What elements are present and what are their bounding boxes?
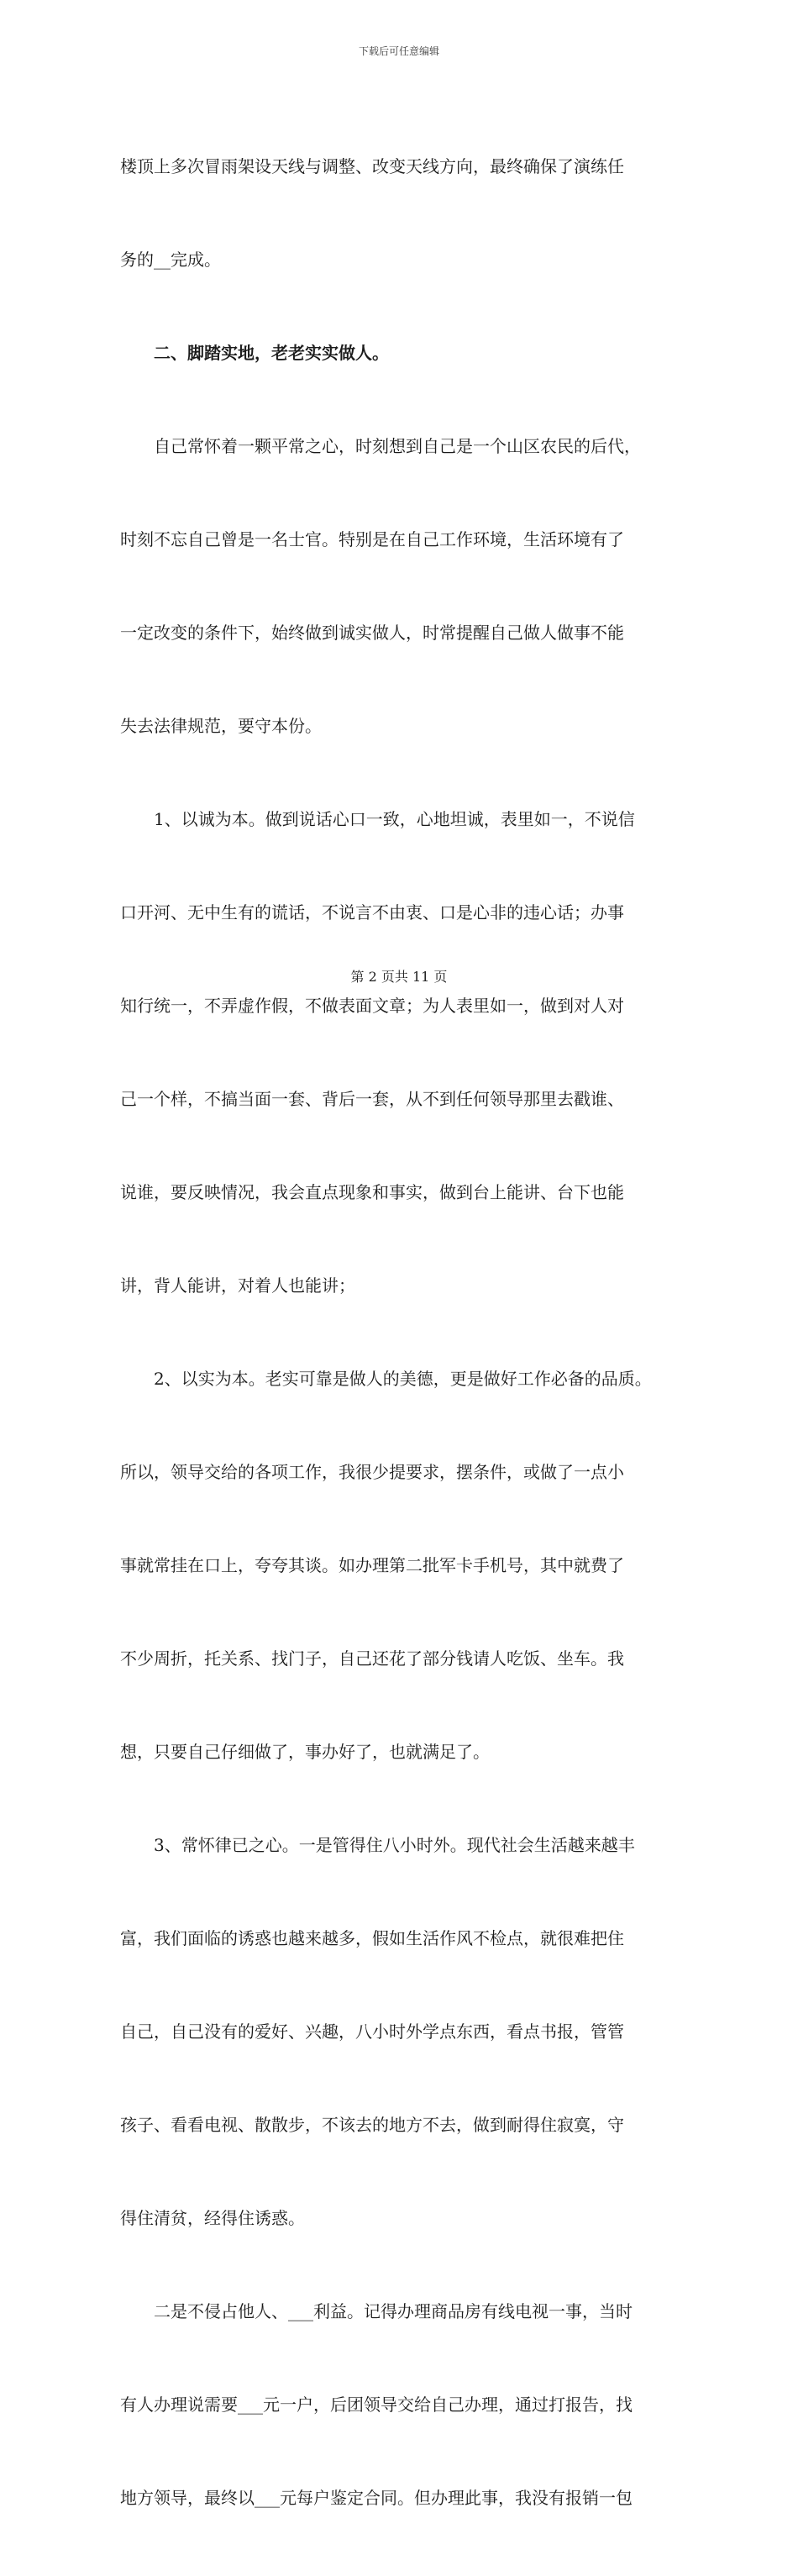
text-line: 己一个样，不搞当面一套、背后一套，从不到任何领导那里去戳谁、	[120, 1089, 624, 1109]
text-line: 孩子、看看电视、散散步，不该去的地方不去，做到耐得住寂寞，守	[120, 2115, 624, 2135]
text-line: 知行统一，不弄虚作假，不做表面文章；为人表里如一，做到对人对	[120, 996, 624, 1016]
text-line: 地方领导，最终以___元每户鉴定合同。但办理此事，我没有报销一包	[120, 2488, 633, 2508]
text-line: 得住清贫，经得住诱惑。	[120, 2208, 305, 2228]
page-footer: 第 2 页共 11 页	[350, 969, 448, 985]
text-line: 事就常挂在口上，夸夸其谈。如办理第二批军卡手机号，其中就费了	[120, 1555, 624, 1575]
text-line: 富，我们面临的诱惑也越来越多，假如生活作风不检点，就很难把住	[120, 1928, 624, 1948]
section-heading: 二、脚踏实地，老老实实做人。	[120, 343, 389, 363]
text-line: 口开河、无中生有的谎话，不说言不由衷、口是心非的违心话；办事	[120, 902, 624, 923]
text-line: 所以，领导交给的各项工作，我很少提要求，摆条件，或做了一点小	[120, 1462, 624, 1482]
text-line: 说谁，要反映情况，我会直点现象和事实，做到台上能讲、台下也能	[120, 1182, 624, 1202]
text-line: 2、以实为本。老实可靠是做人的美德，更是做好工作必备的品质。	[120, 1369, 652, 1389]
document-body	[120, 89, 680, 2576]
text-line: 楼顶上多次冒雨架设天线与调整、改变天线方向，最终确保了演练任	[120, 156, 624, 176]
text-line: 自己常怀着一颗平常之心，时刻想到自己是一个山区农民的后代，	[120, 436, 641, 456]
text-line: 务的__完成。	[120, 250, 221, 270]
text-line: 3、常怀律已之心。一是管得住八小时外。现代社会生活越来越丰	[120, 1835, 635, 1855]
text-line: 时刻不忘自己曾是一名士官。特别是在自己工作环境，生活环境有了	[120, 529, 624, 549]
text-lines	[120, 89, 680, 2576]
page-header: 下载后可任意编辑	[358, 45, 439, 57]
text-line: 自己，自己没有的爱好、兴趣，八小时外学点东西，看点书报，管管	[120, 2021, 624, 2042]
text-line: 想，只要自己仔细做了，事办好了，也就满足了。	[120, 1742, 490, 1762]
text-line: 失去法律规范，要守本份。	[120, 716, 322, 736]
text-line: 一定改变的条件下，始终做到诚实做人，时常提醒自己做人做事不能	[120, 623, 624, 643]
text-line: 有人办理说需要___元一户，后团领导交给自己办理，通过打报告，找	[120, 2395, 633, 2415]
text-line: 二是不侵占他人、___利益。记得办理商品房有线电视一事，当时	[120, 2301, 633, 2321]
text-line: 1、以诚为本。做到说话心口一致，心地坦诚，表里如一，不说信	[120, 809, 635, 829]
text-line: 不少周折，托关系、找门子，自己还花了部分钱请人吃饭、坐车。我	[120, 1648, 624, 1669]
text-line: 讲，背人能讲，对着人也能讲；	[120, 1275, 355, 1296]
